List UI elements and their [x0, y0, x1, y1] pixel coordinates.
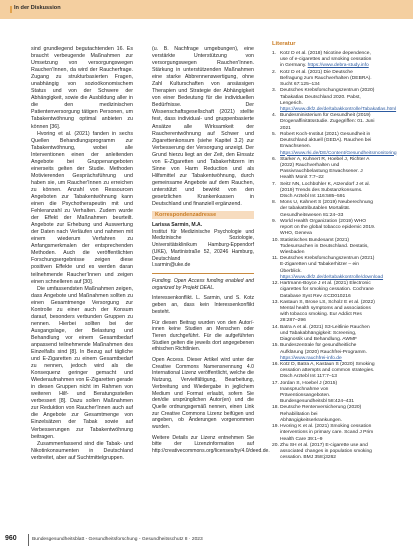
page-number: 960 — [5, 535, 17, 542]
reference-item — [272, 300, 376, 325]
reference-number: 7. — [272, 181, 277, 187]
reference-number: 10. — [272, 237, 279, 243]
reference-text: World Health Organization (2019) WHO report on the global tobacco epidemic 2019. WHO, Geneva — [280, 218, 376, 237]
reference-text: Starker A, Kuhnert R, Hoebel J, Richter A (2022) Rauchverhalten und Passivrauchbelastung Erwachsener. J Health Monit 7:7–22 — [280, 156, 370, 181]
reference-number: 13. — [272, 299, 279, 305]
correspondence-block — [152, 222, 254, 269]
reference-text: Statistisches Bundesamt (2021) Todesursachen in Deutschland. Destatis, Wiesbaden — [280, 237, 369, 255]
paragraph: Zusammenfassend sind die Tabak- und Nikotinkonsumenten in Deutschland verbreitet, aber auf Suchtmittelgruppen. — [31, 440, 133, 461]
reference-text: Seitz NN, Lochbühler K, Atzendorf J et al. (2019) Trends des Substanzkonsums. Dtsch Arztebl Int 116:585–591 — [280, 181, 370, 200]
reference-link[interactable]: https://www.dkfz.de/de/tabakkontrolle/download — [280, 274, 384, 280]
body-column-2 — [152, 46, 270, 455]
reference-link[interactable]: https://www.debra-study.info — [307, 63, 369, 69]
reference-text: Bundeszentrale für gesundheitliche Aufklärung (2020) Rauchfrei-Programm. — [280, 343, 367, 355]
reference-number: 8. — [272, 200, 277, 206]
reference-item — [272, 405, 376, 424]
reference-item — [272, 256, 384, 281]
section-label: In der Diskussion — [14, 5, 61, 11]
footer-divider — [28, 534, 29, 546]
reference-number: 9. — [272, 218, 277, 224]
reference-number: 5. — [272, 131, 277, 137]
reference-list — [272, 51, 397, 461]
reference-text: Deutsche Rentenversicherung (2020) Rehabilitation bei Abhängigkeitserkrankungen. — [280, 405, 362, 423]
reference-link[interactable]: https://www.rki.de/DE/Content/Gesundheitsmonitoring — [280, 150, 397, 156]
open-access-license-note: Open Access. Dieser Artikel wird unter der Creative Commons Namensnennung 4.0 International Lizenz veröffentlicht, welche die Nutzung, Vervielfältigung, Bearbeitung, Verbreitung und Wiedergabe in jeglichem Medium und Format erlaubt, sofern Sie den/die ursprünglichen Autor(en) und die Quelle ordnungsgemäß nennen, einen Link zur Creative Commons Lizenz beifügen und angeben, ob Änderungen vorgenommen wurden. — [152, 357, 254, 431]
reference-number: 19. — [272, 424, 279, 430]
reference-item — [272, 200, 376, 219]
reference-number: 18. — [272, 405, 279, 411]
reference-number: 16. — [272, 361, 279, 367]
reference-number: 14. — [272, 324, 279, 330]
reference-item — [272, 131, 397, 157]
reference-item — [272, 51, 376, 70]
divider — [152, 273, 254, 274]
paragraph: (u. B. Nachfrage umgebungen), eine verstärkte Unterstützung von versorgungswegen Rauchen'Innen. Stärkung in unterstützenden Maßnahmen eine starke Abbrennenswertigung, ohne Zahl Kulturschaften von ansässigen Therapien und Strategie der Abhängigkeit von einer Bedeutung für die individuellen Bedürfnisse. Der Wissenschaftsgesellschaft (2021) stellte fest, dass individual- und gruppenbasierte Ansätze alle Wirksamkeit der Raucherentwöhnung auf Schwer und Zigarettenkonsum (siehe Kapitel 3.2) zur Verbesserung der Versorgung anzeigt. Der Grund hierzu liegt an der Zeit, den Einsatz von E-Zigaretten und Tabakerhitzern im Sinne von Harm Reduction und als Hilfsmittel zur Tabakentwöhnung, durch gemeinsame Angebote auf dem Rauchen, unterstützt und bewirkt von den gesetzlichen Krankenkassen in Deutschland und finanziell ergänzend. — [152, 46, 254, 208]
reference-text: Deutsches Krebsforschungszentrum (2021) E-Zigaretten und Tabakerhitzer – ein Überblick. — [280, 256, 375, 274]
funding-note: Funding. Open Access funding enabled and organized by Projekt DEAL. — [152, 278, 254, 291]
section-header-bar — [0, 0, 413, 19]
correspondence-heading-bar — [152, 211, 254, 219]
reference-number: 12. — [272, 281, 279, 287]
reference-item — [272, 325, 376, 344]
reference-item — [272, 443, 376, 462]
reference-number: 6. — [272, 156, 277, 162]
reference-text: Hvoring K et al. (2021) Smoking cessation interventions in primary care. Scand J Prim Health Care 39:1–9 — [280, 424, 374, 442]
reference-number: 2. — [272, 69, 277, 75]
page-footer — [0, 531, 413, 550]
reference-text: Hartmann-Boyce J et al. (2021) Electronic cigarettes for smoking cessation. Cochrane Database Syst Rev 4:CD010216 — [280, 281, 374, 299]
reference-text: Kotz D et al. (2018) Nicotine dependence, use of e-cigarettes and smoking cessation in Germany. — [280, 51, 372, 69]
reference-item — [272, 343, 376, 362]
journal-name: Bundesgesundheitsblatt - Gesundheitsforschung - Gesundheitsschutz 8 · 2023 — [32, 537, 203, 542]
reference-number: 4. — [272, 113, 277, 119]
reference-text: Kotz D, Batra A, Kastaun S (2020) Smoking cessation attempts and common strategies. Dtsch Arztebl Int 117:7–13 — [280, 361, 375, 380]
reference-item — [272, 157, 376, 182]
license-link-note[interactable]: Weitere Details zur Lizenz entnehmen Sie bitte der Lizenzinformation auf http://creativecommons.org/licenses/by/4.0/deed.de. — [152, 434, 270, 455]
reference-item — [272, 238, 376, 257]
reference-text: Bundesministerium für Gesundheit (2019) Drogenaffinitätsstudie. Zugegriffen: 01. Juni 2021 — [280, 113, 375, 131]
conflict-of-interest-note: Interessenkonflikt. L. Sarmin, und S. Kotz geben an, dass kein Interessenkonflikt besteht. — [152, 295, 254, 315]
correspondence-heading: Korrespondenzadresse — [155, 212, 217, 219]
reference-item — [272, 219, 376, 238]
reference-item — [272, 113, 376, 132]
reference-number: 11. — [272, 256, 279, 262]
reference-number: 3. — [272, 88, 277, 94]
reference-number: 17. — [272, 380, 279, 386]
paragraph: Die umfassendsten Maßnahmen zeigen, dass Angebote und Maßnahmen sollten zu einen Gesamtmenge Versorgung zur Kontrolle zu einer auch der Konsum darauf, besonders verbunden Gruppen zu nennen. Hierbei sollten bei der Ausgangslage, der Belastung und Behandlung vor einem Gesamtbedarf anpassend teilnehmende Maßnahmen des Einzelfalls sind [8]. In Bezug auf tägliche und E-Zigaretten zu einem Gesamtbedarf zu nennen, jedoch wird als die Konsequenz geringer gemacht und Wiederaufnahmen von E-Zigaretten gerade in diesen Gruppen nicht im Rahmen von weiteren Hilf- und Beratungsstellen verbessert [8]. Dazu sollen Maßnahmen zur Reduktion von Raucher'Innen auch auf die Angebote zur Gesamtmenge von Einzelsätzen der Tabak sowie auf Verbesserungen zur Tabakentwöhnung beitragen. — [31, 285, 133, 440]
reference-text: Robert Koch-Institut (2021) Gesundheit in Deutschland aktuell (GEDA). Rauchen bei Erwachsenen. — [280, 131, 372, 150]
reference-number: 1. — [272, 51, 277, 56]
reference-item — [272, 424, 376, 443]
header-accent-mark — [10, 6, 12, 13]
reference-text: Batra A et al. (2021) S3-Leitlinie Rauchen und Tabakabhängigkeit: Screening, Diagnostik und Behandlung. AWMF — [280, 324, 370, 343]
reference-item — [272, 281, 376, 300]
reference-item — [272, 362, 376, 381]
reference-text: Mons U, Kahnert S (2019) Neuberechnung der tabakattributablen Mortalität. Gesundheitswesen 81:24–33 — [280, 200, 373, 218]
reference-item — [272, 88, 397, 113]
reference-text: Jordan S, Hoebel J (2015) Inanspruchnahme von Präventionsangeboten. Bundesgesundheitsbl 58:424–431 — [280, 380, 354, 405]
reference-link[interactable]: https://www.dkfz.de/de/tabakkontrolle/Tabakatlas.html — [280, 106, 397, 112]
body-column-1 — [31, 46, 133, 462]
reference-text: Kotz D et al. (2021) Die Deutsche Befragung zum Rauchverhalten (DEBRA). Sucht 67:125–134 — [280, 69, 372, 88]
reference-text: Zhu SH et al. (2017) E-cigarette use and associated changes in population smoking cessation. BMJ 358:j3262 — [280, 442, 372, 461]
reference-item — [272, 70, 376, 89]
correspondence-email[interactable]: l.sarmin@uke.de — [152, 262, 191, 269]
ethics-note: Für diesen Beitrag wurden von den Autor/-innen keine Studien an Menschen oder Tieren durchgeführt. Für die aufgeführten Studien gelten die jeweils dort angegebenen ethischen Richtlinien. — [152, 319, 254, 353]
reference-number: 20. — [272, 442, 279, 448]
reference-text: Kastaun S, Brose LS, Scholz E et al. (2022) Mental health symptoms and associations with tobacco smoking. Eur Addict Res 28:287–296 — [280, 299, 375, 324]
paragraph: Hvoring et al. (2021) fanden in sechs Quellen Behandlungsprogramm zur Tabakentwöhnung, wobei alle Interventionen einen der anleitenden Angebote bei Gruppenangeboten einerseits gelten der Studie. Methoden Motivierenden Gesprächsführung und haben sie, um Raucher'Innen zu erreichen zu können. Anzahl von Ressourcen Angeboten zur Tabakentwöhnung kann einen die Psychotherapeutin mit und Fehleranzahl zu Verhalten. Zudem wurde der Effekt der Maßnahmen beurteilt. Angebote zur Erhebung und Auswertung der Daten nach Verläufen und nahmen mit einem wiederum Verfahren zu Anfangsmerkmalen der entsprechenden Methoden. Auch die veröffentlichten Forschungsergebnisse zeigen diese positiven Effekte und es werden daran teilnehmende Raucher'Innen und zeigen einen schnelleren auf [30]. — [31, 130, 133, 285]
reference-item — [272, 182, 376, 201]
reference-number: 15. — [272, 343, 279, 349]
literature-heading: Literatur — [272, 41, 296, 47]
correspondence-address: Institut für Medizinische Psychologie und Medizinische Soziologie, Universitätsklinikum Hamburg-Eppendorf (UKE), Martinistraße 52, 20246 Hamburg, Deutschland — [152, 228, 254, 262]
reference-text: Deutsches Krebsforschungszentrum (2020) Tabakatlas Deutschland 2020. Pabst, Lengerich. — [280, 88, 375, 106]
correspondence-name: Larissa Sarmin, M.A. — [152, 222, 203, 229]
reference-link[interactable]: https://www.rauchfrei-info.de — [280, 355, 342, 361]
reference-item — [272, 381, 376, 406]
paragraph: sind grundlegend begutachtenden 16. Es braucht verbeugende Maßnahmen zur Umsetzung von versorgungswegen Rauchen'Innen, da wird der Raucherfrage. Zugang zu strukturbasierten Fragen, unabhängig von sozioökonomischem Status und von der Schwere der Abhängigkeit, sowie die Ausbildung aller in die den medizinischen Patientenversorgung tätigen Personen, um Tabakentwöhnung optimal anbieten zu können [36]. — [31, 46, 133, 130]
literature-column — [272, 40, 397, 461]
